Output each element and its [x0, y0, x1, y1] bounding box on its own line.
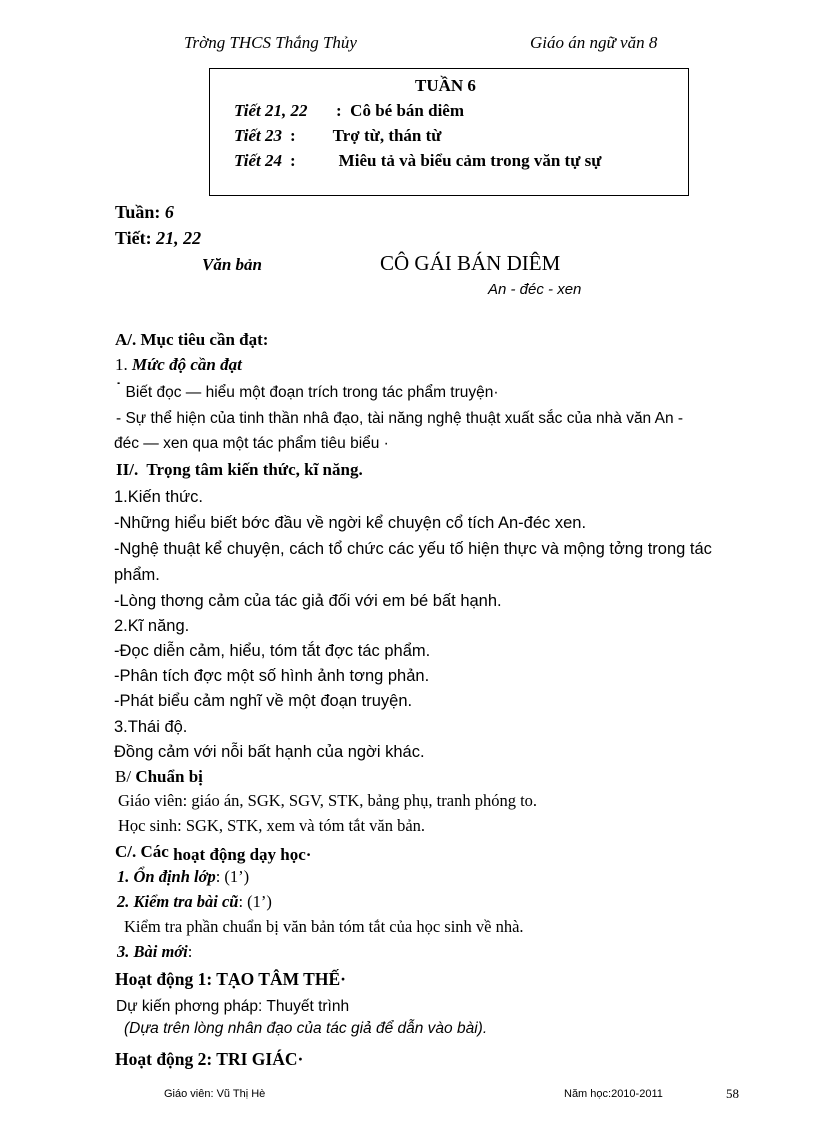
- prep-teacher: Giáo viên: giáo án, SGK, SGV, STK, bảng phụ, tranh phóng to.: [118, 791, 538, 810]
- step-1-label: 1. Ổn định lớp: [117, 867, 216, 886]
- step-3-label: 3. Bài mới: [117, 942, 188, 961]
- bullet-item: [116, 381, 499, 402]
- lesson-week-value: 6: [164, 202, 174, 222]
- step-3: [117, 942, 192, 962]
- activity-2-title: TRI GIÁC·: [216, 1049, 304, 1069]
- schedule-box: [209, 68, 689, 196]
- activity-1-method: Dự kiến phơng pháp: Thuyết trình: [116, 998, 350, 1015]
- section-a-sub1: [115, 355, 242, 375]
- lesson-title: CÔ GÁI BÁN DIÊM: [380, 251, 561, 275]
- section-a-sub1-num: 1.: [115, 355, 128, 374]
- step-3-colon: :: [187, 942, 193, 961]
- bullet-marker: ˙: [116, 381, 122, 398]
- step-2-label: 2. Kiểm tra bài cũ: [117, 892, 239, 911]
- section-b-prefix: B/: [115, 767, 132, 786]
- step-2: [117, 892, 272, 912]
- header-school: Trờng THCS Thắng Thủy: [184, 33, 357, 52]
- page-number: 58: [726, 1086, 739, 1101]
- content-line: -Lòng thơng cảm của tác giả đối với em bé bất hạnh.: [114, 592, 502, 610]
- activity-1-note: (Dựa trên lòng nhân đạo của tác giả để dẫn vào bài).: [124, 1020, 488, 1037]
- content-line: -Phân tích đợc một số hình ảnh tơng phản.: [114, 667, 430, 685]
- prep-student: Học sinh: SGK, STK, xem và tóm tắt văn bản.: [118, 816, 426, 835]
- content-line: 1.Kiến thức.: [114, 488, 204, 506]
- section-a-heading: A/. Mục tiêu cần đạt:: [115, 330, 269, 349]
- section-a-sub1-title: Mức độ cần đạt: [132, 355, 242, 374]
- lesson-week-label: Tuần: [115, 202, 155, 222]
- schedule-week: TUẦN 6: [415, 76, 476, 95]
- bullet-item: đéc — xen qua một tác phẩm tiêu biểu ·: [114, 435, 389, 452]
- schedule-period: Tiết 23: [234, 126, 282, 145]
- footer-year: Năm học:2010-2011: [564, 1088, 663, 1100]
- schedule-period: Tiết 24: [234, 151, 282, 170]
- lesson-week: Tuần: 6: [115, 202, 174, 222]
- content-line: -Nghệ thuật kể chuyện, cách tổ chức các yếu tố hiện thực và mộng tởng trong tác: [114, 540, 712, 558]
- bullet-text: Biết đọc — hiểu một đoạn trích trong tác phẩm truyện·: [125, 384, 499, 401]
- step-2-time: : (1’): [238, 892, 272, 911]
- header-doc-title: Giáo án ngữ văn 8: [530, 33, 658, 52]
- text-label: Văn bản: [202, 255, 262, 274]
- content-line: 3.Thái độ.: [114, 718, 188, 736]
- content-line: -Phát biểu cảm nghĩ về một đoạn truyện.: [114, 692, 413, 710]
- bullet-item: - Sự thể hiện của tinh thần nhâ đạo, tài năng nghệ thuật xuất sắc của nhà văn An -: [116, 410, 684, 427]
- schedule-topic: : Trợ từ, thán từ: [290, 126, 442, 145]
- activity-2-heading: [115, 1049, 303, 1070]
- content-line: 2.Kĩ năng.: [114, 617, 190, 635]
- step-1-time: : (1’): [215, 867, 250, 886]
- section-b-title: Chuẩn bị: [135, 767, 203, 786]
- lesson-period-label: Tiết: [115, 228, 146, 248]
- section-2-title: Trọng tâm kiến thức, kĩ năng.: [146, 460, 363, 479]
- schedule-topic-text: Miêu tả và biểu cảm trong văn tự sự: [338, 151, 602, 170]
- content-line: phẩm.: [114, 566, 160, 584]
- lesson-author: An - đéc - xen: [488, 281, 582, 298]
- section-c-title: hoạt động dạy học·: [173, 845, 312, 864]
- section-2-num: II/.: [116, 460, 139, 479]
- schedule-topic-text: Trợ từ, thán từ: [332, 126, 442, 145]
- section-b-heading: [115, 767, 203, 787]
- activity-1-title: TẠO TÂM THẾ·: [216, 969, 346, 989]
- schedule-period: Tiết 21, 22: [234, 101, 308, 120]
- activity-1-label: Hoạt động 1:: [115, 969, 213, 989]
- section-c-heading: [115, 842, 311, 862]
- section-c-prefix: C/. Các: [115, 842, 169, 861]
- schedule-topic-text: Cô bé bán diêm: [350, 101, 464, 120]
- section-2-heading: [116, 460, 363, 480]
- schedule-topic: : Miêu tả và biểu cảm trong văn tự sự: [290, 151, 602, 170]
- lesson-period: Tiết: 21, 22: [115, 228, 202, 248]
- activity-2-label: Hoạt động 2:: [115, 1049, 213, 1069]
- lesson-period-value: 21, 22: [156, 228, 202, 248]
- content-line: -Những hiểu biết bớc đầu về ngời kể chuyện cổ tích An-đéc xen.: [114, 514, 587, 532]
- step-2-desc: Kiểm tra phần chuẩn bị văn bản tóm tắt của học sinh về nhà.: [124, 917, 524, 936]
- content-line: -Đọc diễn cảm, hiểu, tóm tắt đợc tác phẩm.: [114, 642, 431, 660]
- step-1: [117, 867, 249, 887]
- schedule-topic: : Cô bé bán diêm: [336, 101, 464, 120]
- activity-1-heading: [115, 969, 346, 990]
- content-line: Đồng cảm với nỗi bất hạnh của ngời khác.: [114, 743, 425, 761]
- footer-teacher: Giáo viên: Vũ Thị Hè: [164, 1088, 266, 1100]
